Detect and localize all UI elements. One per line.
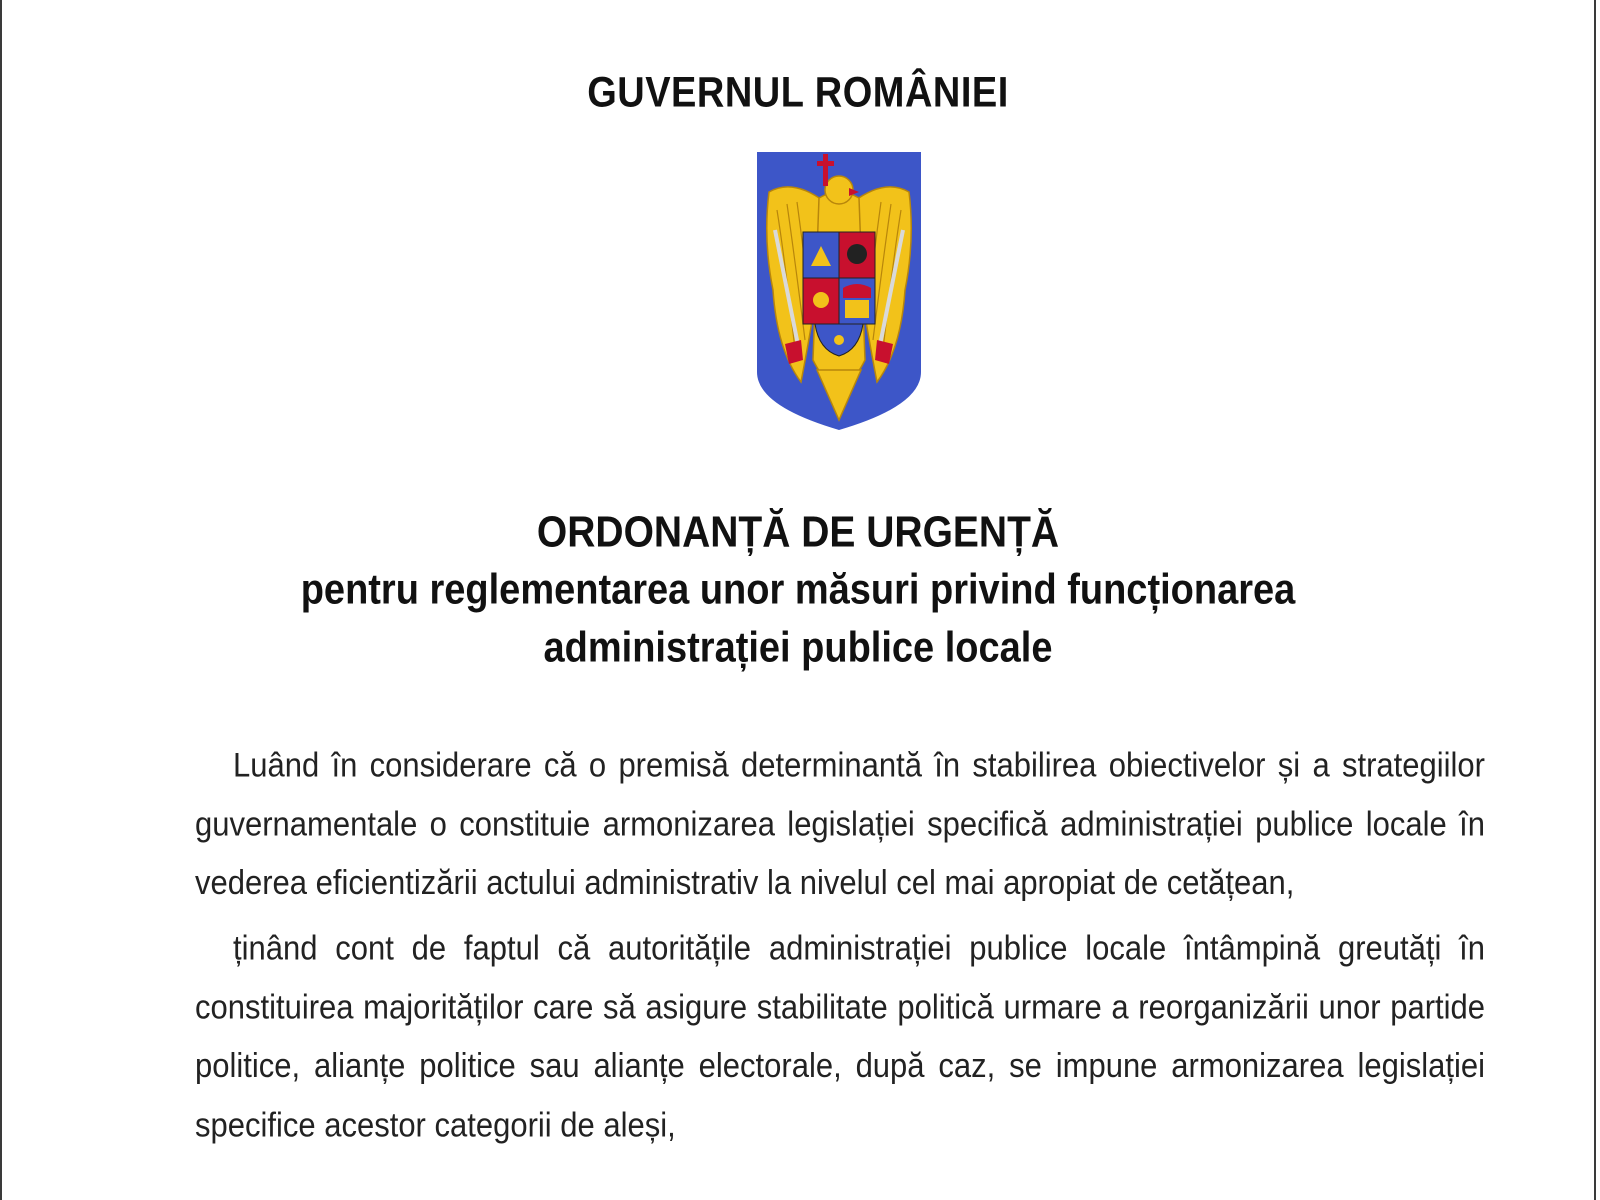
document-heading [2,505,1594,677]
cross [823,154,828,186]
document-body [195,736,1485,1154]
document-subtitle-line-1: pentru reglementarea unor măsuri privind funcționarea [300,566,1296,614]
document-subtitle-line-2: administrației publice locale [543,624,1053,672]
eagle-head [825,176,853,204]
body-paragraph: Luând în considerare că o premisă determinantă în stabilirea obiectivelor și a strategiilor guvernamentale o constituie armonizarea legislației specifică administrației publice locale în vederea eficientizării actului administrativ la nivelul cel mai apropiat de cetățean, [195,744,1485,902]
body-paragraph: ținând cont de faptul că autoritățile administrației publice locale întâmpină greutăți în constituirea majorităților care să asigure stabilitate politică urmare a reorganizării unor partide politice, alianțe politice sau alianțe electorale, după caz, se impune armonizarea legislației specifice acestor categorii de aleși, [195,927,1485,1144]
document-type: ORDONANȚĂ DE URGENȚĂ [536,508,1060,557]
government-title: GUVERNUL ROMÂNIEI [587,69,1009,117]
romanian-coat-of-arms-icon [755,150,923,432]
